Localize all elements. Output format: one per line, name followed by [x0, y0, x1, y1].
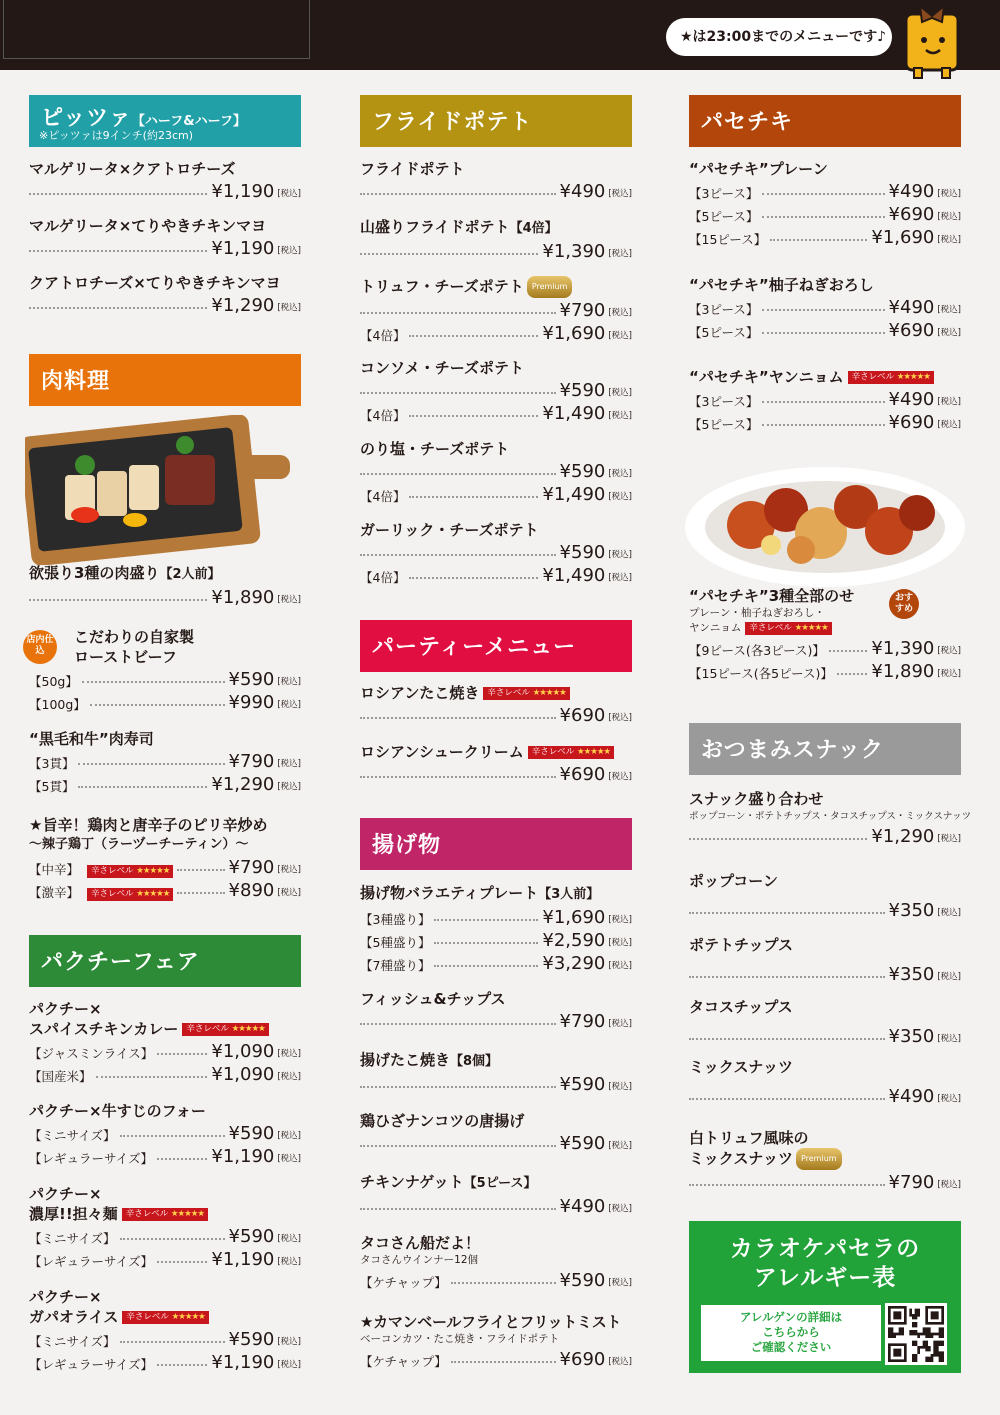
item-label: 【5ピース】: [689, 417, 759, 432]
item-price: ¥1,390: [871, 638, 935, 659]
menu-item: [29, 1287, 301, 1373]
pasechiki-header: [689, 95, 961, 147]
tax-label: [税込]: [937, 235, 961, 245]
item-price: ¥690: [559, 764, 606, 785]
item-name: “パセチキ”3種全部のせ: [689, 587, 855, 605]
item-price: ¥690: [888, 320, 935, 341]
menu-item: [29, 273, 301, 316]
item-price: ¥350: [888, 900, 935, 921]
item-label: 【5貫】: [29, 779, 75, 794]
item-price: ¥490: [888, 389, 935, 410]
allergy-link-box[interactable]: [701, 1305, 881, 1361]
tax-label: [税込]: [608, 1357, 632, 1367]
menu-item: [689, 935, 961, 985]
menu-item: [689, 997, 961, 1047]
allergy-title: アレルギー表: [753, 1265, 897, 1291]
spicy-level-badge: 辛さレベル ★★★★★: [122, 1311, 208, 1324]
tax-label: [税込]: [608, 1204, 632, 1214]
tax-label: [税込]: [937, 834, 961, 844]
spicy-level-badge: 辛さレベル ★★★★★: [87, 865, 173, 878]
tax-label: [税込]: [277, 1131, 301, 1141]
item-name: ★旨辛！鶏肉と唐辛子のピリ辛炒め: [29, 816, 268, 834]
item-name: ロシアンシュークリーム: [360, 743, 524, 761]
item-label: 【15ピース】: [689, 232, 767, 247]
menu-item: [360, 1111, 632, 1154]
item-price: ¥3,290: [542, 953, 606, 974]
tax-label: [税込]: [937, 1180, 961, 1190]
item-price: ¥590: [559, 1074, 606, 1095]
tax-label: [税込]: [277, 303, 301, 313]
column-left: [26, 95, 301, 1373]
item-price: ¥690: [888, 204, 935, 225]
item-price: ¥350: [888, 1026, 935, 1047]
menu-item: [689, 1057, 961, 1107]
menu-item: [360, 989, 632, 1032]
tax-label: [税込]: [608, 550, 632, 560]
item-label: 【ジャスミンライス】: [29, 1046, 154, 1061]
pizza-title: ピッツァ: [41, 106, 132, 131]
menu-item: [360, 358, 632, 424]
item-name: 白トリュフ風味の: [689, 1129, 809, 1147]
item-label: 【ミニサイズ】: [29, 1128, 116, 1143]
item-size: 【8個】: [450, 1054, 499, 1069]
item-price: ¥1,490: [542, 484, 606, 505]
menu-item: [689, 871, 961, 921]
fried-chicken-image: [681, 455, 969, 590]
menu-item: [689, 586, 961, 682]
item-name: フライドポテト: [360, 160, 465, 178]
pakuchi-header: [29, 935, 301, 987]
recommend-badge: おすすめ: [889, 589, 919, 619]
potato-header: [360, 95, 632, 147]
item-price: ¥1,690: [542, 907, 606, 928]
item-price: ¥790: [888, 1172, 935, 1193]
tax-label: [税込]: [277, 1072, 301, 1082]
potato-title: フライドポテト: [372, 110, 533, 135]
tax-label: [税込]: [277, 1234, 301, 1244]
tax-label: [税込]: [277, 595, 301, 605]
item-label: 【5ピース】: [689, 325, 759, 340]
menu-item: [360, 1050, 632, 1095]
menu-item: [360, 883, 632, 974]
item-name: パクチー×牛すじのフォー: [29, 1102, 206, 1120]
item-name: ★カマンベールフライとフリットミスト: [360, 1313, 622, 1331]
item-price: ¥1,190: [211, 1146, 275, 1167]
item-price: ¥1,190: [211, 1352, 275, 1373]
item-name: 山盛りフライドポテト: [360, 218, 510, 236]
item-label: 【9ピース(各3ピース)】: [689, 643, 825, 658]
item-price: ¥1,490: [542, 565, 606, 586]
tax-label: [税込]: [608, 1019, 632, 1029]
item-price: ¥1,090: [211, 1041, 275, 1062]
tax-label: [税込]: [277, 1257, 301, 1267]
item-price: ¥490: [559, 1196, 606, 1217]
item-price: ¥690: [559, 1349, 606, 1370]
item-price: ¥590: [228, 669, 275, 690]
item-price: ¥1,190: [211, 1249, 275, 1270]
menu-item: [689, 1128, 961, 1193]
tax-label: [税込]: [937, 305, 961, 315]
tax-label: [税込]: [277, 1154, 301, 1164]
pizza-note: ※ピッツァは9インチ(約23cm): [39, 129, 194, 142]
item-name: ミックスナッツ: [689, 1058, 793, 1076]
item-price: ¥1,490: [542, 403, 606, 424]
item-name: “パセチキ”プレーン: [689, 160, 828, 178]
menu-item: [29, 1101, 301, 1167]
spicy-level-badge: 辛さレベル ★★★★★: [745, 622, 831, 635]
item-price: ¥890: [228, 880, 275, 901]
menu-item: [29, 729, 301, 795]
menu-item: [360, 217, 632, 262]
item-label: 【ケチャップ】: [360, 1354, 447, 1369]
tax-label: [税込]: [608, 492, 632, 502]
tax-label: [税込]: [277, 246, 301, 256]
item-label: 【ミニサイズ】: [29, 1334, 116, 1349]
item-desc: タコさんウインナー12個: [360, 1254, 479, 1266]
snack-header: [689, 723, 961, 775]
item-price: ¥590: [228, 1329, 275, 1350]
item-price: ¥790: [228, 857, 275, 878]
tax-label: [税込]: [608, 713, 632, 723]
item-price: ¥1,690: [871, 227, 935, 248]
item-desc: プレーン・柚子ねぎおろし・: [689, 607, 825, 619]
menu-item: [29, 999, 301, 1085]
item-label: 【3種盛り】: [360, 912, 431, 927]
tax-label: [税込]: [937, 189, 961, 199]
tax-label: [税込]: [608, 308, 632, 318]
item-label: 【レギュラーサイズ】: [29, 1357, 154, 1372]
party-header: [360, 620, 632, 672]
item-price: ¥590: [559, 542, 606, 563]
item-price: ¥490: [888, 181, 935, 202]
tax-label: [税込]: [937, 669, 961, 679]
column-right: [689, 95, 972, 1193]
menu-item: [689, 367, 961, 433]
item-name: パクチー×: [29, 1185, 102, 1203]
item-name: トリュフ・チーズポテト: [360, 277, 524, 296]
item-name: “パセチキ”柚子ねぎおろし: [689, 276, 874, 294]
meat-header: [29, 354, 301, 406]
item-price: ¥990: [228, 692, 275, 713]
item-price: ¥2,590: [542, 930, 606, 951]
item-price: ¥1,090: [211, 1064, 275, 1085]
item-name: タコスチップス: [689, 998, 793, 1016]
tax-label: [税込]: [608, 411, 632, 421]
item-label: 【4倍】: [360, 570, 406, 585]
tax-label: [税込]: [608, 249, 632, 259]
item-subname: ～辣子鶏丁（ラーヅーチーティン）～: [29, 837, 249, 852]
tax-label: [税込]: [608, 961, 632, 971]
menu-item: [360, 742, 632, 785]
menu-item: [689, 159, 961, 248]
spicy-level-badge: 辛さレベル ★★★★★: [483, 687, 569, 700]
spicy-level-badge: 辛さレベル ★★★★★: [122, 1208, 208, 1221]
fried-header: [360, 818, 632, 870]
pasechiki-title: パセチキ: [701, 110, 794, 135]
item-price: ¥590: [228, 1226, 275, 1247]
spicy-level-badge: 辛さレベル ★★★★★: [528, 746, 614, 759]
item-price: ¥1,290: [871, 826, 935, 847]
tax-label: [税込]: [277, 1049, 301, 1059]
item-name: タコさん船だよ！: [360, 1234, 481, 1252]
item-name: クアトロチーズ×てりやきチキンマヨ: [29, 274, 281, 292]
allergy-link-text: ご確認ください: [750, 1340, 832, 1354]
item-desc: ポップコーン・ポテトチップス・タコスチップス・ミックスナッツ: [689, 811, 972, 822]
item-price: ¥1,190: [211, 181, 275, 202]
tax-label: [税込]: [937, 397, 961, 407]
item-name: 鶏ひざナンコツの唐揚げ: [360, 1112, 525, 1130]
item-price: ¥350: [888, 964, 935, 985]
logo-area: [3, 0, 310, 59]
item-desc: ベーコンカツ・たこ焼き・フライドポテト: [360, 1333, 560, 1345]
item-label: 【激辛】: [29, 885, 80, 900]
tax-label: [税込]: [937, 1034, 961, 1044]
item-label: 【レギュラーサイズ】: [29, 1254, 154, 1269]
item-label: 【レギュラーサイズ】: [29, 1151, 154, 1166]
item-name: パクチー×: [29, 1000, 102, 1018]
item-price: ¥490: [888, 1086, 935, 1107]
item-label: 【3ピース】: [689, 394, 759, 409]
item-price: ¥490: [559, 181, 606, 202]
tax-label: [税込]: [937, 972, 961, 982]
menu-item: [29, 216, 301, 259]
item-size: 【5ピース】: [463, 1176, 537, 1191]
item-price: ¥490: [888, 297, 935, 318]
item-label: 【ケチャップ】: [360, 1275, 447, 1290]
item-price: ¥790: [559, 300, 606, 321]
item-name: 揚げ物バラエティプレート: [360, 884, 539, 902]
item-name: マルゲリータ×てりやきチキンマヨ: [29, 217, 267, 235]
menu-item: [689, 789, 972, 847]
item-label: 【5ピース】: [689, 209, 759, 224]
item-label: 【3ピース】: [689, 186, 759, 201]
qr-code-icon[interactable]: [885, 1303, 947, 1365]
item-size: 【2人前】: [159, 567, 221, 582]
tax-label: [税込]: [937, 908, 961, 918]
item-price: ¥1,390: [542, 241, 606, 262]
tax-label: [税込]: [277, 700, 301, 710]
item-name: チキンナゲット: [360, 1173, 464, 1191]
premium-badge: Premium: [527, 276, 573, 298]
spicy-level-badge: 辛さレベル ★★★★★: [848, 371, 934, 384]
spicy-level-badge: 辛さレベル ★★★★★: [87, 888, 173, 901]
item-name: ロシアンたこ焼き: [360, 684, 480, 702]
item-desc: ヤンニョム: [689, 622, 742, 634]
item-price: ¥690: [888, 412, 935, 433]
tax-label: [税込]: [277, 1360, 301, 1370]
pizza-title-sub: 【ハーフ&ハーフ】: [131, 114, 246, 129]
item-price: ¥1,690: [542, 323, 606, 344]
menu-item: [360, 683, 632, 726]
item-price: ¥590: [559, 1133, 606, 1154]
tax-label: [税込]: [277, 759, 301, 769]
item-price: ¥590: [559, 1270, 606, 1291]
item-name: 揚げたこ焼き: [360, 1051, 451, 1069]
item-name: スパイスチキンカレー: [29, 1020, 179, 1038]
menu-item: [29, 159, 301, 202]
item-label: 【国産米】: [29, 1069, 92, 1084]
tax-label: [税込]: [608, 573, 632, 583]
tax-label: [税込]: [937, 420, 961, 430]
top-bar: [0, 0, 1000, 70]
menu-item: [360, 439, 632, 505]
tax-label: [税込]: [937, 1094, 961, 1104]
item-name: ポテトチップス: [689, 936, 793, 954]
item-label: 【50g】: [29, 674, 78, 689]
item-name: 濃厚!!担々麺: [29, 1205, 118, 1223]
item-name: フィッシュ&チップス: [360, 990, 506, 1008]
hours-notice: ★は23:00までのメニューです♪: [666, 18, 892, 56]
premium-badge: Premium: [796, 1148, 842, 1170]
item-label: 【4倍】: [360, 328, 406, 343]
item-price: ¥1,290: [211, 295, 275, 316]
item-label: 【15ピース(各5ピース)】: [689, 666, 833, 681]
item-name: コンソメ・チーズポテト: [360, 359, 524, 377]
item-label: 【7種盛り】: [360, 958, 431, 973]
pakuchi-title: パクチーフェア: [41, 950, 200, 975]
item-name: 欲張り3種の肉盛り: [29, 564, 160, 582]
tax-label: [税込]: [608, 331, 632, 341]
item-price: ¥590: [559, 380, 606, 401]
item-name: のり塩・チーズポテト: [360, 440, 510, 458]
tax-label: [税込]: [937, 328, 961, 338]
item-label: 【4倍】: [360, 408, 406, 423]
tax-label: [税込]: [608, 388, 632, 398]
tax-label: [税込]: [277, 865, 301, 875]
item-name: “パセチキ”ヤンニョム: [689, 368, 844, 386]
tax-label: [税込]: [277, 677, 301, 687]
meat-platter-image: [25, 415, 301, 565]
item-label: 【4倍】: [360, 489, 406, 504]
allergy-link-text: こちらから: [762, 1325, 820, 1339]
item-label: 【5種盛り】: [360, 935, 431, 950]
item-label: 【100g】: [29, 697, 86, 712]
item-price: ¥590: [228, 1123, 275, 1144]
menu-item: [29, 815, 301, 901]
tax-label: [税込]: [608, 1082, 632, 1092]
mascot-icon: [892, 2, 972, 82]
tax-label: [税込]: [277, 189, 301, 199]
pizza-header: [29, 95, 301, 147]
item-price: ¥790: [228, 751, 275, 772]
tax-label: [税込]: [608, 469, 632, 479]
item-name: ポップコーン: [689, 872, 778, 890]
tax-label: [税込]: [277, 1337, 301, 1347]
item-name: ガパオライス: [29, 1308, 119, 1326]
item-name: スナック盛り合わせ: [689, 790, 824, 808]
tax-label: [税込]: [277, 888, 301, 898]
menu-item: [26, 627, 301, 713]
item-price: ¥690: [559, 705, 606, 726]
tax-label: [税込]: [608, 1278, 632, 1288]
menu-item: [29, 563, 301, 608]
tax-label: [税込]: [277, 782, 301, 792]
item-price: ¥1,290: [211, 774, 275, 795]
in-house-badge: 店内仕込: [23, 630, 57, 664]
tax-label: [税込]: [608, 938, 632, 948]
item-name: こだわりの自家製: [74, 628, 195, 646]
menu-item: [360, 1233, 632, 1291]
menu-item: [689, 275, 961, 341]
menu-item: [360, 276, 632, 344]
menu-item: [360, 1312, 632, 1370]
allergy-table-banner[interactable]: [689, 1221, 961, 1373]
item-price: ¥1,890: [211, 587, 275, 608]
allergy-title: カラオケパセラの: [729, 1236, 921, 1262]
item-label: 【3ピース】: [689, 302, 759, 317]
tax-label: [税込]: [608, 1141, 632, 1151]
menu-item: [360, 1172, 632, 1217]
party-title: パーティーメニュー: [372, 635, 577, 660]
item-price: ¥1,890: [871, 661, 935, 682]
item-name: ローストビーフ: [74, 648, 177, 666]
item-name: “黒毛和牛”肉寿司: [29, 730, 154, 748]
meat-title: 肉料理: [41, 369, 111, 394]
item-name: ガーリック・チーズポテト: [360, 521, 539, 539]
menu-item: [360, 520, 632, 586]
item-price: ¥790: [559, 1011, 606, 1032]
fried-title: 揚げ物: [372, 833, 442, 858]
item-label: 【3貫】: [29, 756, 75, 771]
allergy-link-text: アレルゲンの詳細は: [739, 1310, 843, 1324]
item-name: マルゲリータ×クアトロチーズ: [29, 160, 236, 178]
item-label: 【ミニサイズ】: [29, 1231, 116, 1246]
item-name: パクチー×: [29, 1288, 102, 1306]
column-middle: [360, 95, 632, 1370]
menu-item: [360, 159, 632, 202]
item-label: 【中辛】: [29, 862, 80, 877]
item-size: 【3人前】: [538, 887, 600, 902]
tax-label: [税込]: [608, 772, 632, 782]
snack-title: おつまみスナック: [701, 738, 884, 763]
item-price: ¥1,190: [211, 238, 275, 259]
tax-label: [税込]: [608, 189, 632, 199]
spicy-level-badge: 辛さレベル ★★★★★: [182, 1023, 268, 1036]
item-name: ミックスナッツ: [689, 1149, 793, 1168]
tax-label: [税込]: [937, 212, 961, 222]
item-size: 【4倍】: [509, 221, 558, 236]
tax-label: [税込]: [937, 646, 961, 656]
tax-label: [税込]: [608, 915, 632, 925]
menu-item: [29, 1184, 301, 1270]
item-price: ¥590: [559, 461, 606, 482]
